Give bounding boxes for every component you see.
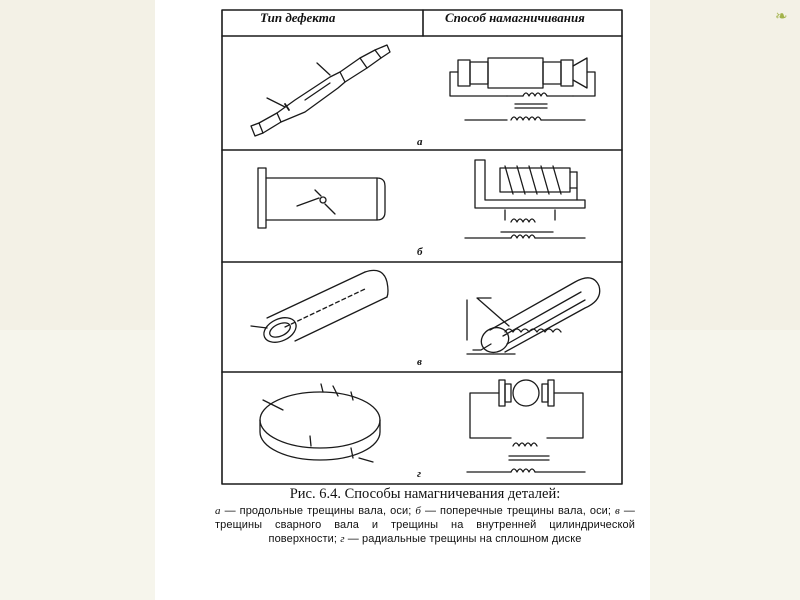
panel-letter-v: в	[417, 356, 422, 368]
central-conductor-icon	[467, 278, 600, 357]
caption-text-b: — поперечные трещины вала, оси;	[420, 505, 616, 517]
disc-magnetization-icon	[467, 380, 585, 472]
left-background-panel	[0, 0, 155, 600]
panel-letter-b: б	[417, 246, 423, 258]
column-header-magnetization-method: Способ намагничивания	[445, 10, 585, 25]
right-background-panel	[650, 0, 800, 600]
caption-title: Рис. 6.4. Способы намагничевания деталей:	[289, 486, 561, 502]
document-page	[155, 0, 650, 600]
caption-body	[215, 504, 635, 546]
shaft-transverse-crack-icon	[258, 168, 385, 228]
caption-text-a: — продольные трещины вала, оси;	[220, 505, 416, 517]
circular-magnetization-icon	[450, 58, 595, 120]
caption-letter-g: г	[340, 533, 345, 545]
slide-bullet-icon: ❧	[775, 7, 788, 25]
disc-radial-cracks-icon	[260, 384, 380, 462]
panel-letter-g: г	[417, 468, 422, 480]
column-header-defect-type: Тип дефекта	[260, 10, 336, 25]
figure-caption	[215, 486, 635, 546]
shaft-longitudinal-crack-icon	[251, 45, 390, 136]
caption-letter-v: в	[615, 505, 620, 517]
coil-magnetization-icon	[465, 160, 585, 238]
tube-inner-crack-icon	[251, 270, 388, 347]
figure-table	[155, 0, 650, 490]
panel-letter-a: а	[417, 136, 423, 148]
caption-text-g: — радиальные трещины на сплошном диске	[344, 533, 582, 545]
caption-text-v: — трещины сварного вала и трещины на внутренней цилиндрической поверхности;	[215, 505, 635, 545]
caption-letter-b: б	[415, 505, 421, 517]
caption-letter-a: а	[215, 505, 221, 517]
